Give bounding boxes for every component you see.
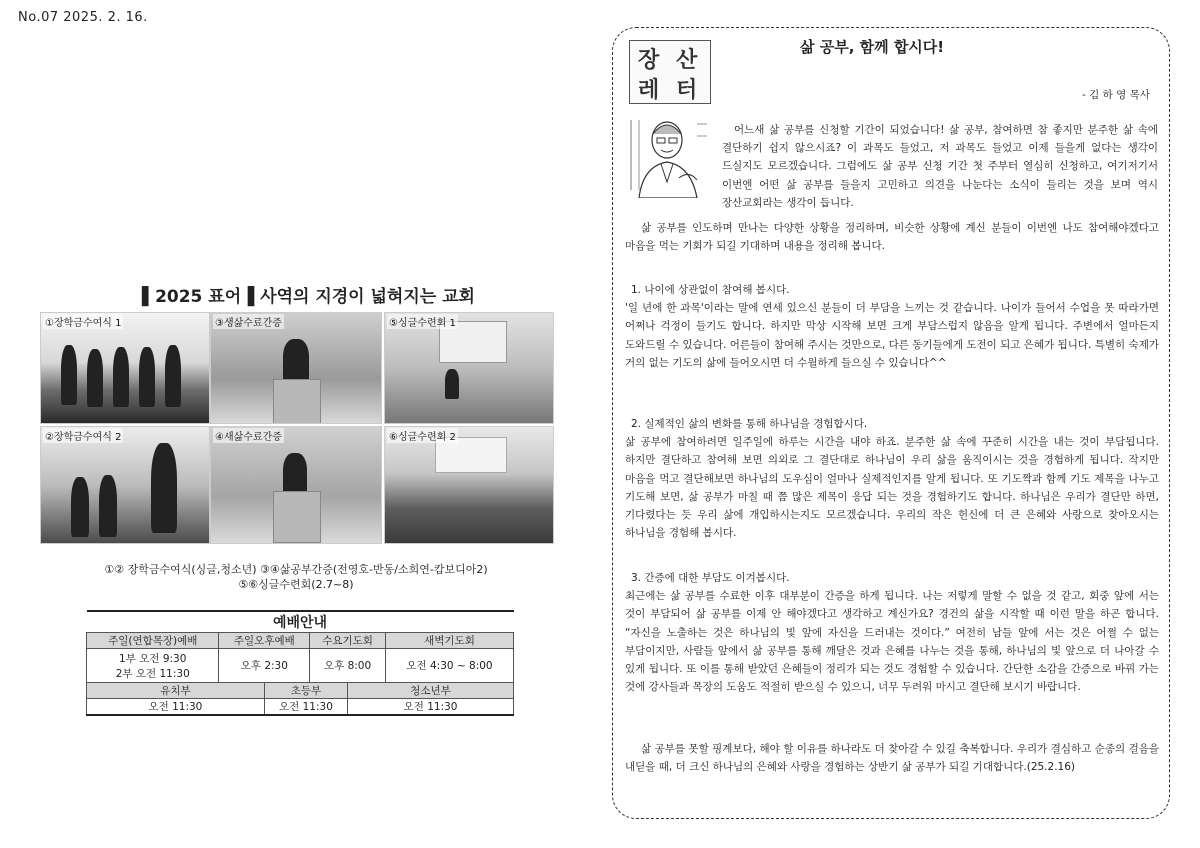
pastor-portrait-illustration xyxy=(627,110,711,198)
letter-section-2 xyxy=(625,415,1159,542)
schedule-header: 새벽기도회 xyxy=(385,633,513,649)
photo-singles-retreat-2 xyxy=(384,426,554,544)
group-time: 오전 11:30 xyxy=(348,699,514,716)
section-2-heading: 2. 실제적인 삶의 변화를 통해 하나님을 경험합시다. xyxy=(631,418,868,430)
photo-testimony-2 xyxy=(210,426,382,544)
logo-char: 장 xyxy=(638,48,660,73)
photo-caption-3: ③생삶수료간증 xyxy=(213,314,284,329)
photo-testimony-1 xyxy=(210,312,382,424)
photo-description xyxy=(40,562,552,592)
schedule-title: 예배안내 xyxy=(87,611,514,633)
photo-singles-retreat-1 xyxy=(384,312,554,424)
jangsan-letter-logo xyxy=(629,40,711,104)
logo-char: 레 xyxy=(638,78,660,103)
motto-heading: ▌2025 표어▐ 사역의 지경이 넓혀지는 교회 xyxy=(142,287,475,307)
dawn-prayer-time: 오전 4:30 ~ 8:00 xyxy=(385,649,513,683)
section-1-heading: 1. 나이에 상관없이 참여해 봅시다. xyxy=(631,284,790,296)
photo-caption-4: ④새삶수료간증 xyxy=(213,428,284,443)
logo-char: 터 xyxy=(676,78,698,103)
worship-schedule-table xyxy=(86,610,514,716)
section-3-body: 최근에는 삶 공부를 수료한 이후 대부분이 간증을 하게 됩니다. 나는 저렇게 말할 수 없을 것 같고, 회중 앞에 서는 것이 부담되어 삶 공부를 이제 안 해야겠다고 생각하고 계신가요? 경건의 삶을 시작할 때 이런 말을 하곤 합니다. “자신을 노출하는 것은 하나님의 빛 앞에 자신을 드러내는 것이다.” 여전히 남들 앞에 서는 것은 어쩔 수 없는 부담이지만, 사람들 앞에서 삶 공부를 통해 깨달은 것과 은혜를 나누는 것을 통해, 하나님의 빛 앞으로 더 나아갈 수 있게 됩니다. 또 이를 통해 받았던 은혜들이 정리가 되는 것도 경험할 수 있습니다. 간단한 소감을 간증으로 바꿔 가는 것에 강사들과 목장의 도움도 적절히 받으실 수 있으니, 너무 두려워 마시고 결단해 보시기 바랍니다. xyxy=(625,590,1159,694)
photo-caption-1: ①장학금수여식 1 xyxy=(43,314,123,329)
sunday-first-service: 1부 오전 9:30 xyxy=(119,652,187,665)
afternoon-service-time: 오후 2:30 xyxy=(219,649,310,683)
sunday-service-times xyxy=(87,649,219,683)
schedule-header: 수요기도회 xyxy=(310,633,386,649)
photo-caption-6: ⑥싱글수련회 2 xyxy=(387,428,458,443)
section-1-body: '일 년에 한 과목'이라는 말에 연세 있으신 분들이 더 부담을 느끼는 것 같습니다. 나이가 들어서 수업을 못 따라가면 어쩌나 걱정이 들기도 합니다. 하지만 막상 시작해 보면 크게 부담스럽지 않음을 알게 됩니다. 주변에서 얼마든지 도와드릴 수 있습니다. 어른들이 참여해 주시는 것만으로, 다른 동기들에게 도전이 되고 은혜가 됩니다. 특별히 숙제가 거의 없는 기도의 삶에 들어오시면 더 수월하게 들으실 수 있습니다^^ xyxy=(625,302,1159,369)
issue-number-date: No.07 2025. 2. 16. xyxy=(18,10,148,25)
group-time: 오전 11:30 xyxy=(264,699,347,716)
schedule-header: 주일(연합목장)예배 xyxy=(87,633,219,649)
schedule-header: 주일오후예배 xyxy=(219,633,310,649)
photo-description-line-2: ⑤⑥싱글수련회(2.7~8) xyxy=(238,578,354,591)
letter-section-3 xyxy=(625,569,1159,696)
letter-paragraph-purpose: 삶 공부를 인도하며 만나는 다양한 상황을 정리하며, 비슷한 상황에 계신 분들이 이번엔 나도 참여해야겠다고 마음을 먹는 기회가 되길 기대하며 내용을 정리해 봅니다. xyxy=(625,222,1159,253)
section-2-body: 삶 공부에 참여하려면 일주일에 하루는 시간을 내야 하죠. 분주한 삶 속에 꾸준히 시간을 내는 것이 부담됩니다. 하지만 결단하고 참여해 보면 의외로 그 결단대로 하나님이 우리 삶을 움직이시는 것을 경험하게 됩니다. 작지만 마음을 먹고 결단해보면 하나님의 도우심이 얼마나 실제적인지를 알게 됩니다. 또 기도짝과 함께 기도 제목을 나누고 기도해 보면, 삶 공부가 마칠 때 쯤 많은 제목이 응답 되는 것을 경험하기도 합니다. 하나님은 우리가 결단만 하면, 기다렸다는 듯 우리 삶에 개입하시는지도 모르겠습니다. 우리의 작은 헌신에 더 큰 은혜와 사랑으로 찾아오시는 하나님을 경험해 봅시다. xyxy=(625,436,1159,540)
group-header: 초등부 xyxy=(264,683,347,699)
letter-title: 삶 공부, 함께 합시다! xyxy=(800,38,945,56)
photo-caption-2: ②장학금수여식 2 xyxy=(43,428,123,443)
group-header: 청소년부 xyxy=(348,683,514,699)
wednesday-prayer-time: 오후 8:00 xyxy=(310,649,386,683)
group-time: 오전 11:30 xyxy=(87,699,265,716)
letter-paragraph-closing: 삶 공부를 못할 핑계보다, 해야 할 이유를 하나라도 더 찾아갈 수 있길 축복합니다. 우리가 결심하고 순종의 걸음을 내딛을 때, 더 크신 하나님의 은혜와 사랑을 경험하는 상반기 삶 공부가 되길 기대합니다.(25.2.16) xyxy=(625,743,1159,774)
photo-grid xyxy=(40,312,552,542)
photo-scholarship-1 xyxy=(40,312,210,424)
photo-scholarship-2 xyxy=(40,426,210,544)
photo-description-line-1: ①② 장학금수여식(싱글,청소년) ③④삶공부간증(전영호-반동/소희연-캄보디아2) xyxy=(104,563,488,576)
photo-caption-5: ⑤싱글수련회 1 xyxy=(387,314,458,329)
logo-char: 산 xyxy=(676,48,698,73)
letter-section-1 xyxy=(625,281,1159,372)
group-header: 유치부 xyxy=(87,683,265,699)
letter-author: - 김 하 영 목사 xyxy=(1082,89,1150,101)
section-3-heading: 3. 간증에 대한 부담도 이겨봅시다. xyxy=(631,572,790,584)
letter-paragraph-intro: 어느새 삶 공부를 신청할 기간이 되었습니다! 삶 공부, 참여하면 참 좋지만 분주한 삶 속에 결단하기 쉽지 않으시죠? 이 과목도 들었고, 저 과목도 들었고 이제 들을게 없다는 생각이 드실지도 모르겠습니다. 그럼에도 삶 공부 신청 기간 첫 주부터 열심히 신청하고, 여기저기서 이번엔 어떤 삶 공부를 들을지 고민하고 의견을 나눈다는 소식이 들리는 것을 보며 역시 장산교회라는 생각이 듭니다. xyxy=(722,124,1158,209)
sunday-second-service: 2부 오전 11:30 xyxy=(115,667,190,680)
